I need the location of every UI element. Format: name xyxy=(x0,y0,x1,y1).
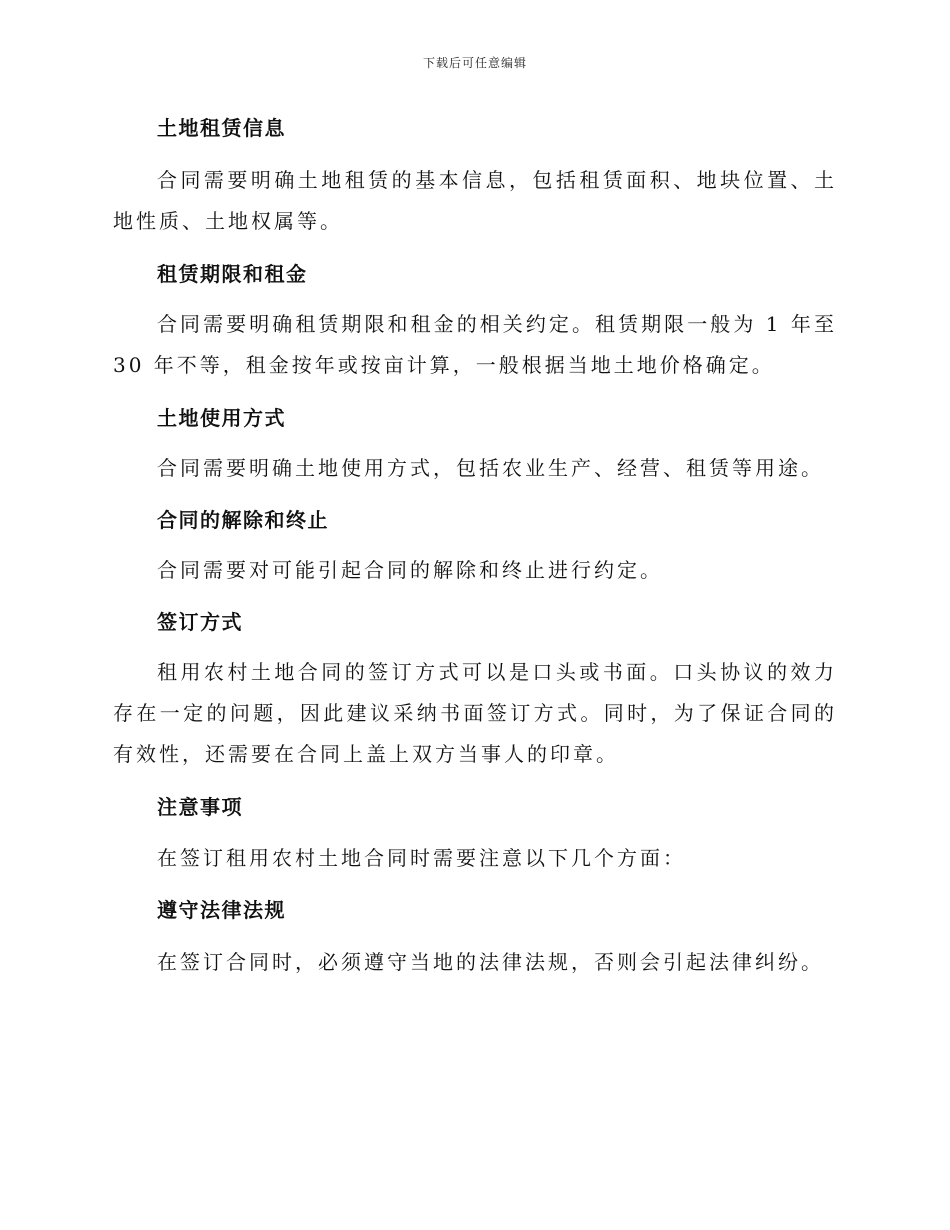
section-heading-land-use: 土地使用方式 xyxy=(157,406,286,430)
section-body-land-lease-info: 合同需要明确土地租赁的基本信息，包括租赁面积、地块位置、土地性质、土地权属等。 xyxy=(113,168,837,233)
section-heading-land-lease-info: 土地租赁信息 xyxy=(157,116,286,140)
page-header: 下载后可任意编辑 xyxy=(422,56,527,70)
section-heading-termination: 合同的解除和终止 xyxy=(157,508,329,532)
section-heading-notes: 注意事项 xyxy=(157,795,243,819)
document-body xyxy=(113,110,837,983)
section-heading-comply-law: 遵守法律法规 xyxy=(157,898,286,922)
section-body-notes: 在签订租用农村土地合同时需要注意以下几个方面： xyxy=(157,846,686,870)
section-body-comply-law: 在签订合同时，必须遵守当地的法律法规，否则会引起法律纠纷。 xyxy=(157,950,824,974)
section-heading-signing-method: 签订方式 xyxy=(157,610,243,634)
section-heading-lease-term-rent: 租赁期限和租金 xyxy=(157,262,308,286)
section-body-termination: 合同需要对可能引起合同的解除和终止进行约定。 xyxy=(157,558,663,582)
section-body-land-use: 合同需要明确土地使用方式，包括农业生产、经营、租赁等用途。 xyxy=(157,456,824,480)
section-body-lease-term-rent: 合同需要明确租赁期限和租金的相关约定。租赁期限一般为 1 年至 30 年不等，租金按年或按亩计算，一般根据当地土地价格确定。 xyxy=(113,312,837,377)
section-body-signing-method: 租用农村土地合同的签订方式可以是口头或书面。口头协议的效力存在一定的问题，因此建议采纳书面签订方式。同时，为了保证合同的有效性，还需要在合同上盖上双方当事人的印章。 xyxy=(113,660,837,766)
